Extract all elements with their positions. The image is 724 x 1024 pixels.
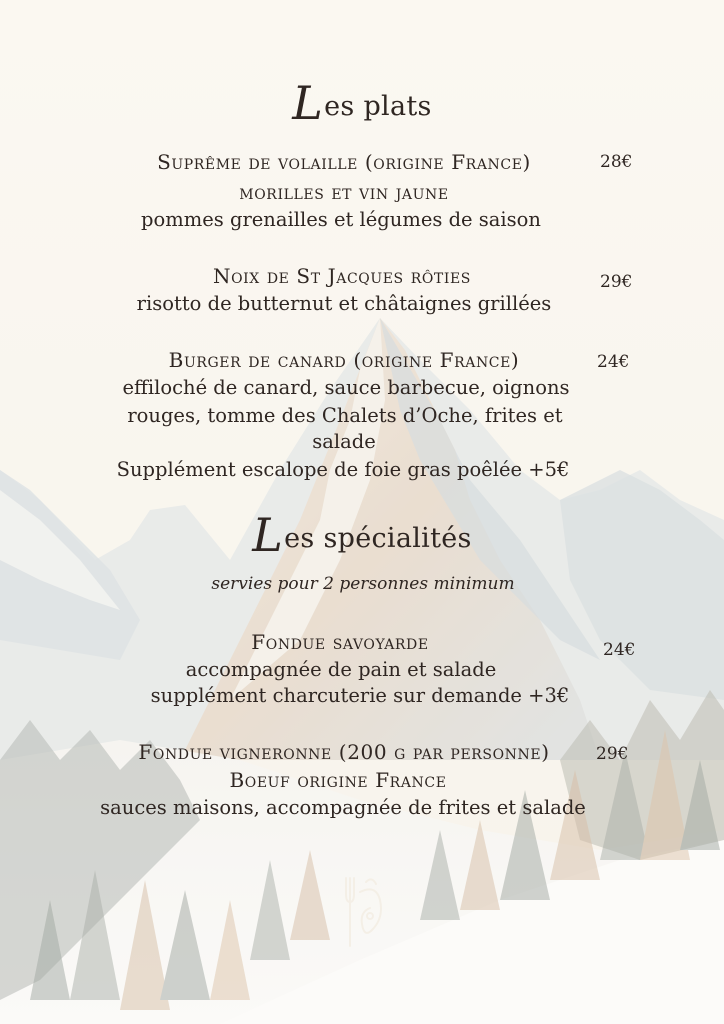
dish-name: Suprême de volaille (origine France)	[157, 150, 531, 174]
dish-description: Boeuf origine France	[229, 768, 447, 792]
dish-price: 29€	[596, 744, 629, 764]
section-title-plats	[0, 76, 724, 130]
dish-description: salade	[312, 430, 376, 453]
dish-name: Noix de St Jacques rôties	[212, 264, 471, 288]
section-note: servies pour 2 personnes minimum	[211, 574, 515, 594]
dish-supplement: supplément charcuterie sur demande +3€	[150, 684, 570, 707]
dish-description: sauces maisons, accompagnée de frites et salade	[100, 796, 586, 819]
dish-name: Burger de canard (origine France)	[168, 348, 520, 372]
dish-supplement: Supplément escalope de foie gras poêlée +5€	[116, 458, 570, 481]
section-title-specialites	[0, 508, 724, 562]
dish-description: pommes grenailles et légumes de saison	[141, 208, 541, 231]
section-title-initial: L	[252, 508, 284, 562]
section-title-text: es plats	[324, 91, 432, 122]
dish-price: 29€	[600, 272, 633, 292]
dish-name: Fondue vigneronne (200 g par personne)	[138, 740, 550, 764]
dish-price: 24€	[603, 640, 636, 660]
dish-description: accompagnée de pain et salade	[185, 658, 497, 681]
section-title-initial: L	[292, 76, 324, 130]
restaurant-monogram-icon	[340, 872, 388, 952]
section-title-text: es spécialités	[284, 523, 472, 554]
dish-price: 24€	[597, 352, 630, 372]
dish-price: 28€	[600, 152, 633, 172]
dish-description: risotto de butternut et châtaignes grillées	[136, 292, 552, 315]
dish-description: morilles et vin jaune	[239, 180, 449, 204]
dish-description: rouges, tomme des Chalets d’Oche, frites et	[127, 404, 563, 427]
dish-description: effiloché de canard, sauce barbecue, oignons	[122, 376, 570, 399]
dish-name: Fondue savoyarde	[251, 630, 429, 654]
